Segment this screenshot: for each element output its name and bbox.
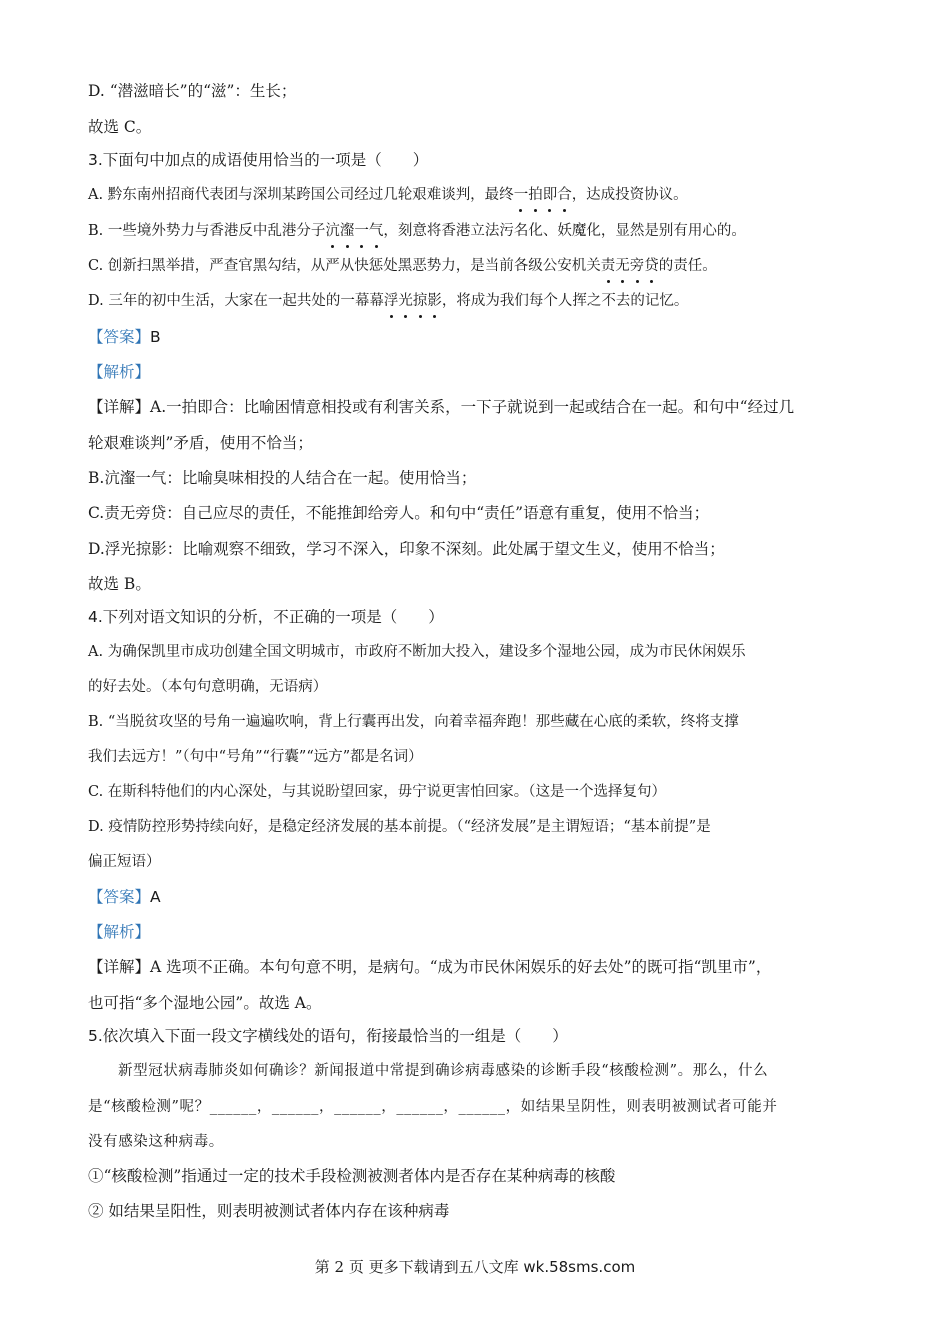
question-4-option-b: B. “当脱贫攻坚的号角一遍遍吹响，背上行囊再出发，向着幸福奔跑！那些藏在心底的柔软，终将支撑 xyxy=(88,714,739,730)
dotted-char: 沆 xyxy=(325,220,340,242)
dotted-char: 一 xyxy=(354,220,369,242)
answer-tag: 【答案】 xyxy=(88,328,151,346)
dotted-char: 光 xyxy=(398,290,413,312)
dotted-char: 一 xyxy=(514,184,529,206)
option-text: D. 三年的初中生活，大家在一起共处的一幕幕 xyxy=(88,293,384,309)
explanation-3-line-5: D.浮光掠影：比喻观察不细致，学习不深入，印象不深刻。此处属于望文生义，使用不恰当； xyxy=(88,540,725,558)
answer-value: B xyxy=(150,328,161,346)
option-text: C. 创新扫黑举措，严查官黑勾结，从严从快惩处黑恶势力，是当前各级公安机关 xyxy=(88,258,601,274)
passage-line-3: 没有感染这种病毒。 xyxy=(88,1134,224,1150)
question-4-stem: 4.下列对语文知识的分析，不正确的一项是（ ） xyxy=(88,608,444,626)
explanation-text: A.一拍即合：比喻困情意相投或有利害关系，一下子就说到一起或结合在一起。和句中“经过几 xyxy=(150,398,795,416)
dotted-char: 合 xyxy=(557,184,572,206)
question-3-option-b xyxy=(88,220,746,242)
dotted-char: 掠 xyxy=(413,290,428,312)
option-1: ①“核酸检测”指通过一定的技术手段检测被测者体内是否存在某种病毒的核酸 xyxy=(88,1167,616,1185)
option-2: ② 如结果呈阳性，则表明被测试者体内存在该种病毒 xyxy=(88,1202,450,1220)
explanation-3-line-4: C.责无旁贷：自己应尽的责任，不能推卸给旁人。和句中“责任”语意有重复，使用不恰当； xyxy=(88,504,710,522)
dotted-char: 责 xyxy=(601,255,616,277)
answer-line-4 xyxy=(88,886,161,908)
question-4-option-d-cont: 偏正短语） xyxy=(88,854,161,870)
explanation-4-line-2: 也可指“多个湿地公园”。故选 A。 xyxy=(88,994,322,1012)
analysis-tag: 【解析】 xyxy=(88,923,151,941)
question-3-option-c xyxy=(88,255,717,277)
option-d-line: D. “潜滋暗长”的“滋”：生长； xyxy=(88,82,297,100)
question-4-option-a: A. 为确保凯里市成功创建全国文明城市，市政府不断加大投入，建设多个湿地公园，成为市民休闲娱乐 xyxy=(88,644,746,660)
explanation-text: A 选项不正确。本句句意不明，是病句。“成为市民休闲娱乐的好去处”的既可指“凯里市”， xyxy=(150,958,772,976)
question-3-option-d xyxy=(88,290,688,312)
page-footer xyxy=(0,1256,950,1277)
analysis-tag: 【解析】 xyxy=(88,363,151,381)
question-3-option-a xyxy=(88,184,688,206)
answer-conclusion: 故选 C。 xyxy=(88,118,152,136)
dotted-char: 无 xyxy=(615,255,630,277)
dotted-char: 贷 xyxy=(644,255,659,277)
option-text: ，将成为我们每个人挥之不去的记忆。 xyxy=(441,293,689,309)
passage-line-1: 新型冠状病毒肺炎如何确诊？新闻报道中常提到确诊病毒感染的诊断手段“核酸检测”。那么，什么 xyxy=(118,1063,769,1079)
option-text: 的责任。 xyxy=(658,258,717,274)
option-text: B. 一些境外势力与香港反中乱港分子 xyxy=(88,223,326,239)
dotted-char: 即 xyxy=(543,184,558,206)
dotted-char: 旁 xyxy=(630,255,645,277)
explanation-tag: 【详解】 xyxy=(88,958,151,976)
question-4-option-c: C. 在斯科特他们的内心深处，与其说盼望回家，毋宁说更害怕回家。（这是一个选择复句） xyxy=(88,784,667,800)
explanation-tag: 【详解】 xyxy=(88,398,151,416)
explanation-3-line-2: 轮艰难谈判”矛盾，使用不恰当； xyxy=(88,434,313,452)
question-4-option-b-cont: 我们去远方！”（句中“号角”“行囊”“远方”都是名词） xyxy=(88,749,423,765)
dotted-char: 气 xyxy=(369,220,384,242)
question-3-stem: 3.下面句中加点的成语使用恰当的一项是（ ） xyxy=(88,151,429,169)
answer-line-3 xyxy=(88,326,161,348)
option-text: A. 黔东南州招商代表团与深圳某跨国公司经过几轮艰难谈判，最终 xyxy=(88,187,514,203)
answer-value: A xyxy=(150,888,161,906)
dotted-char: 浮 xyxy=(384,290,399,312)
question-4-option-a-cont: 的好去处。（本句句意明确，无语病） xyxy=(88,679,328,695)
dotted-char: 瀣 xyxy=(340,220,355,242)
dotted-char: 拍 xyxy=(528,184,543,206)
option-text: ，达成投资协议。 xyxy=(571,187,688,203)
answer-tag: 【答案】 xyxy=(88,888,151,906)
explanation-3-line-1 xyxy=(88,396,794,418)
dotted-char: 影 xyxy=(427,290,442,312)
explanation-3-line-6: 故选 B。 xyxy=(88,575,151,593)
footer-link[interactable]: wk.58sms.com xyxy=(523,1258,636,1276)
question-5-stem: 5.依次填入下面一段文字横线处的语句，衔接最恰当的一组是（ ） xyxy=(88,1027,568,1045)
explanation-4-line-1 xyxy=(88,956,771,978)
footer-text: 第 2 页 更多下载请到五八文库 xyxy=(314,1258,524,1276)
option-text: ，刻意将香港立法污名化、妖魔化，显然是别有用心的。 xyxy=(383,223,746,239)
explanation-3-line-3: B.沆瀣一气：比喻臭味相投的人结合在一起。使用恰当； xyxy=(88,469,477,487)
passage-line-2: 是“核酸检测”呢？______，______，______，______，______，如结果呈阴性，则表明被测试者可能并 xyxy=(88,1099,778,1115)
question-4-option-d: D. 疫情防控形势持续向好，是稳定经济发展的基本前提。（“经济发展”是主谓短语；“基本前提”是 xyxy=(88,819,711,835)
